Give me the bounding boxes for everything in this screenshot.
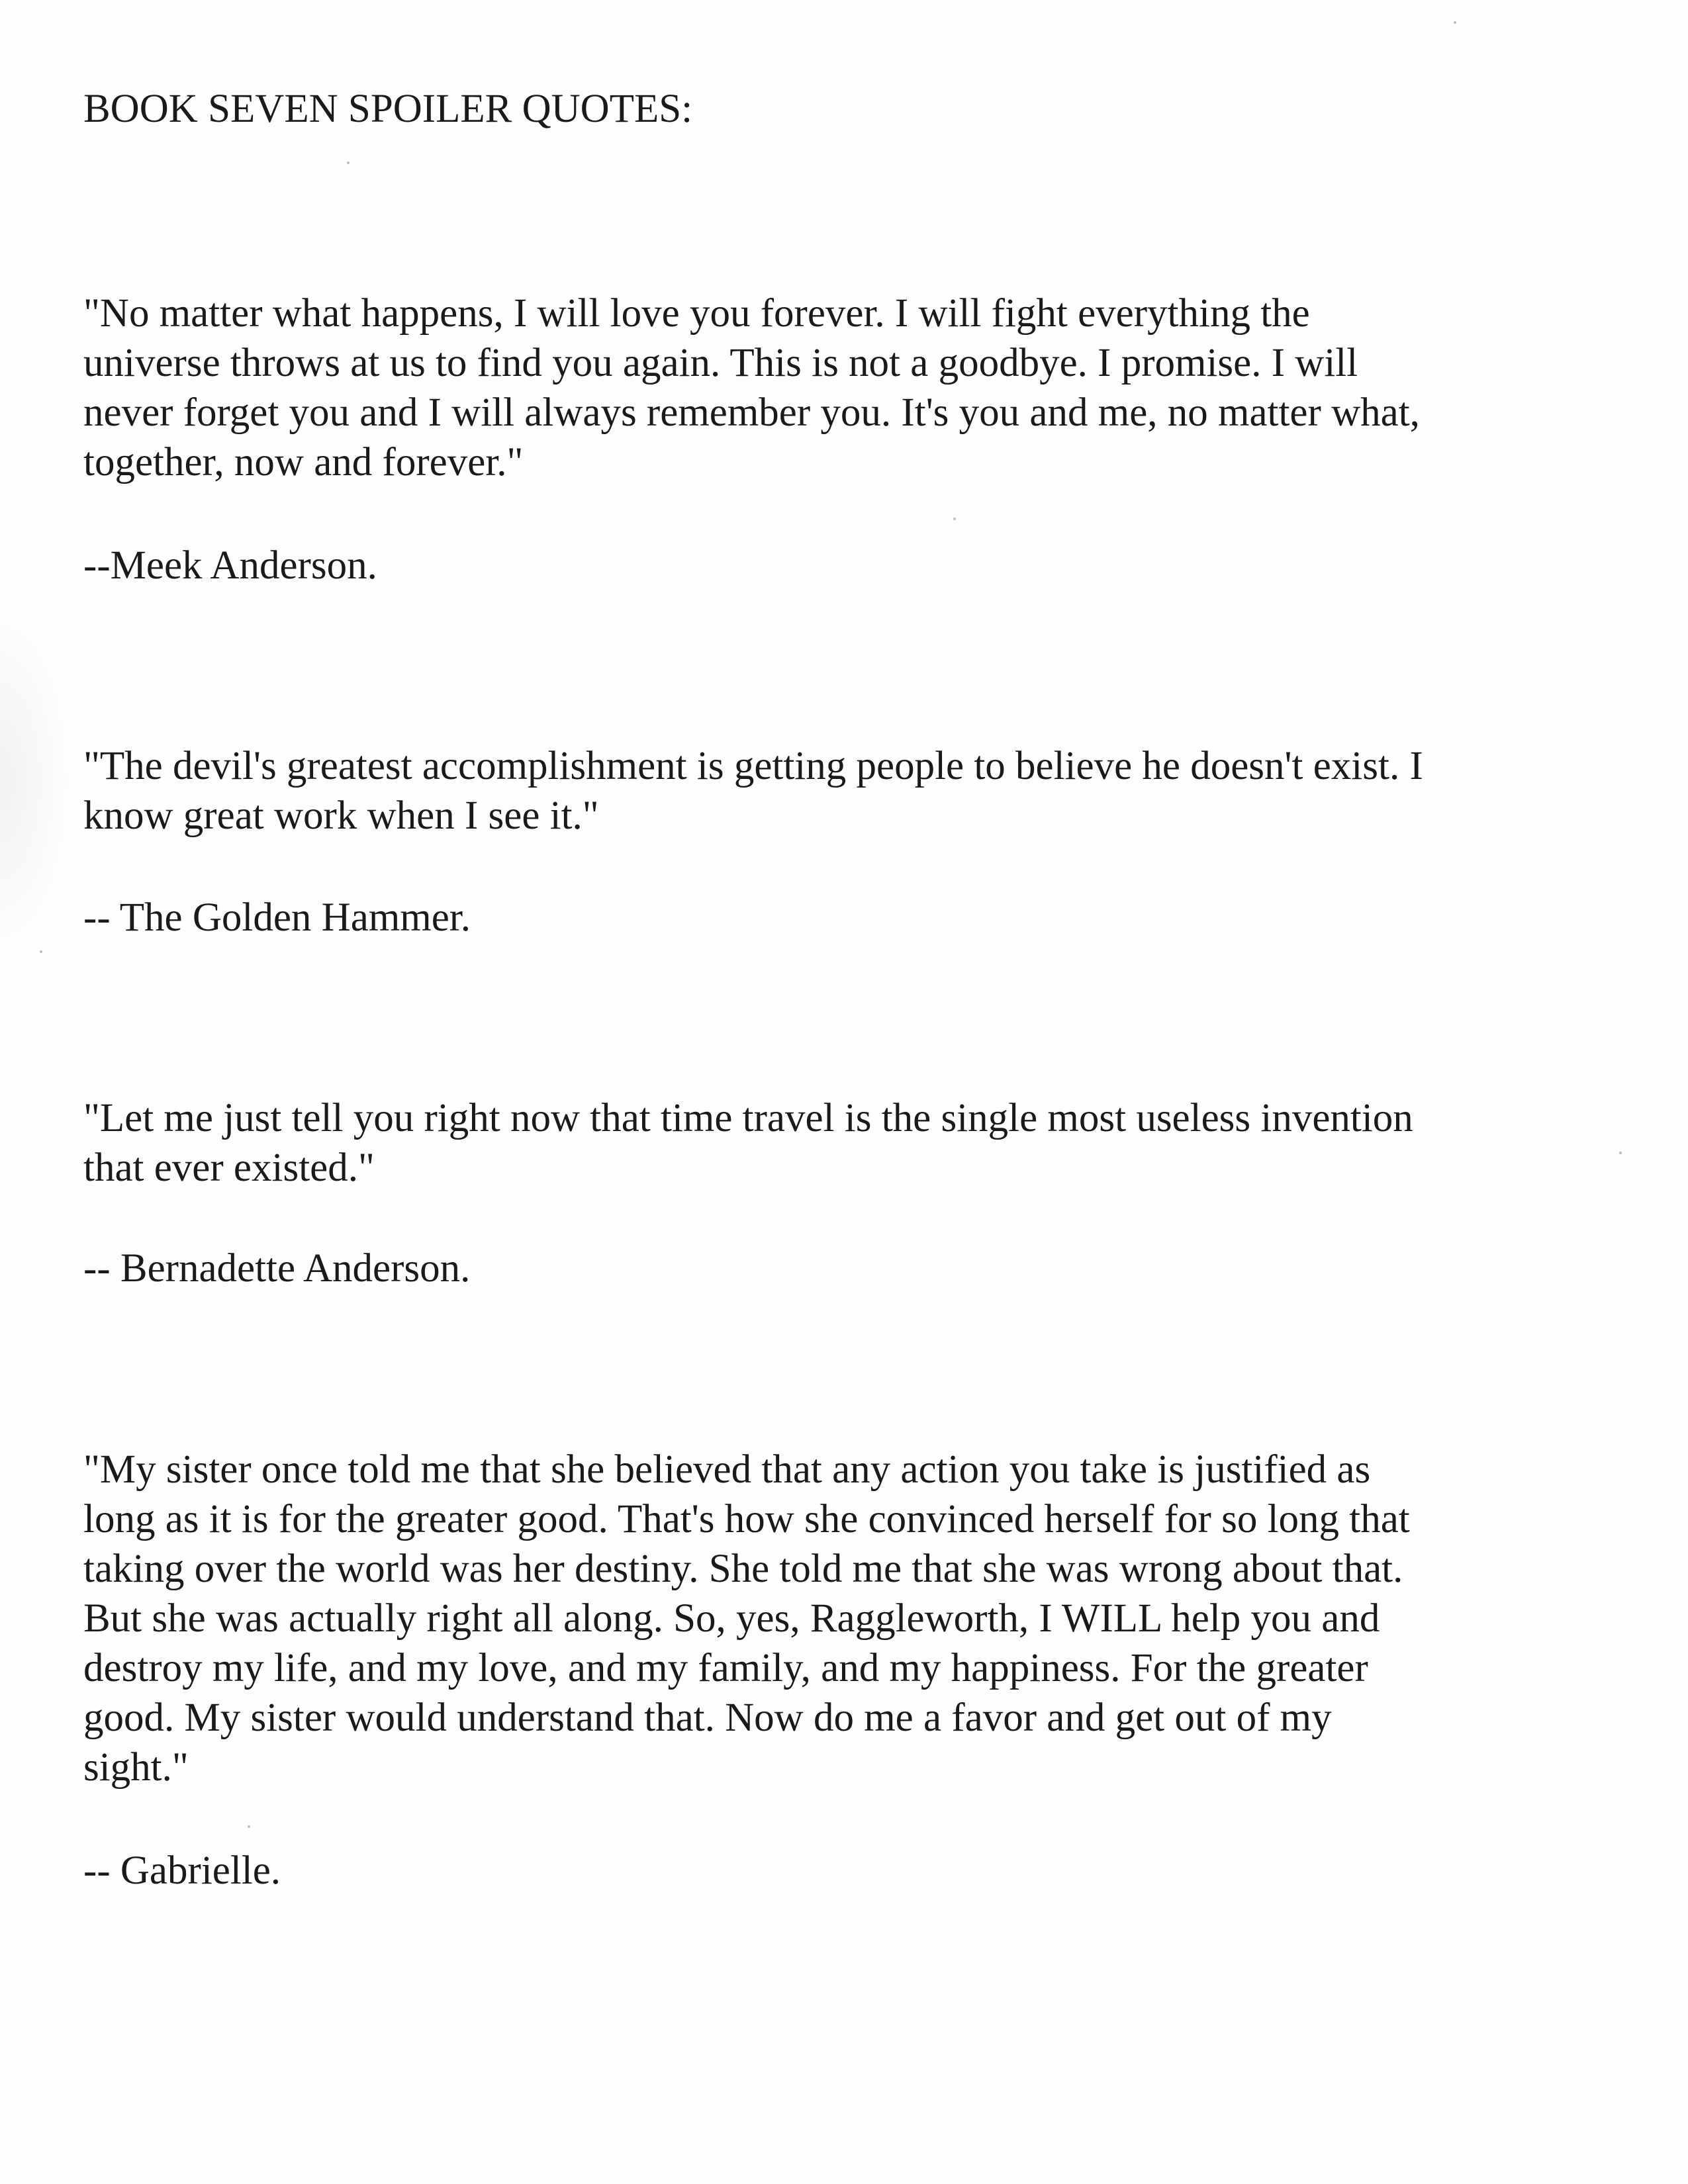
scan-speck — [1619, 1152, 1622, 1154]
quote-line: good. My sister would understand that. Now do me a favor and get out of my — [83, 1696, 1332, 1740]
quote-line: destroy my life, and my love, and my family, and my happiness. For the greater — [83, 1646, 1368, 1690]
scan-speck — [347, 161, 350, 164]
quote-line: know great work when I see it." — [83, 794, 599, 838]
quote-line: taking over the world was her destiny. She told me that she was wrong about that. — [83, 1547, 1403, 1591]
quote-line: "My sister once told me that she believed that any action you take is justified as — [83, 1447, 1371, 1492]
quote-attribution: -- The Golden Hammer. — [83, 895, 471, 940]
quote-line: "The devil's greatest accomplishment is getting people to believe he doesn't exist. I — [83, 744, 1423, 788]
quote-line: But she was actually right all along. So, yes, Raggleworth, I WILL help you and — [83, 1596, 1380, 1641]
quote-line: together, now and forever." — [83, 440, 524, 484]
quote-attribution: -- Bernadette Anderson. — [83, 1246, 471, 1291]
quote-3 — [83, 1093, 1606, 1193]
scan-speck — [248, 1825, 250, 1828]
quote-line: "Let me just tell you right now that time travel is the single most useless invention — [83, 1096, 1413, 1140]
scan-speck — [1454, 21, 1456, 24]
quote-attribution: --Meek Anderson. — [83, 543, 377, 588]
quote-line: long as it is for the greater good. That's how she convinced herself for so long that — [83, 1497, 1410, 1541]
quote-line: never forget you and I will always remember you. It's you and me, no matter what, — [83, 390, 1420, 435]
quote-line: that ever existed." — [83, 1146, 375, 1190]
quote-line: universe throws at us to find you again. This is not a goodbye. I promise. I will — [83, 341, 1358, 385]
page-title: BOOK SEVEN SPOILER QUOTES: — [83, 87, 693, 131]
quote-attribution: -- Gabrielle. — [83, 1848, 281, 1893]
quote-line: sight." — [83, 1745, 189, 1790]
quote-1 — [83, 289, 1606, 487]
quote-4 — [83, 1445, 1606, 1792]
scan-speck — [953, 518, 956, 520]
scan-speck — [40, 950, 42, 953]
quote-line: "No matter what happens, I will love you forever. I will fight everything the — [83, 291, 1310, 336]
quote-2 — [83, 741, 1606, 841]
